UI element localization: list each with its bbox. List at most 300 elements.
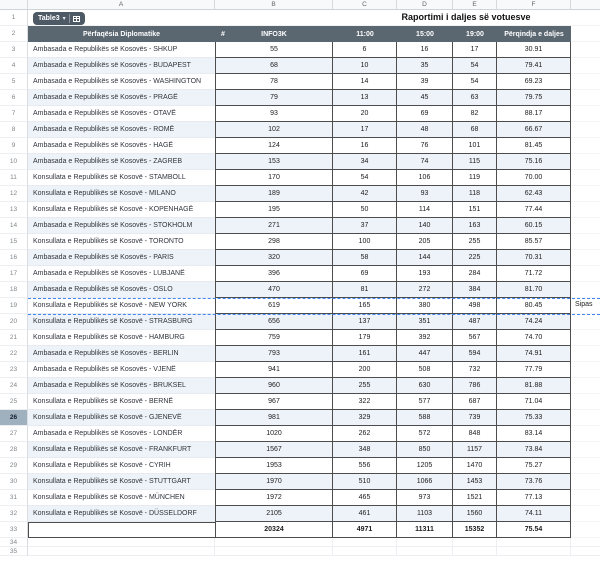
empty-cell[interactable] [571,538,600,547]
cell-pct[interactable]: 74.24 [497,314,571,330]
empty-cell[interactable] [397,538,453,547]
cell-station[interactable]: Ambasada e Republikës së Kosovës - PARIS [28,250,215,266]
row-filler [571,314,600,330]
cell-station[interactable]: Ambasada e Republikës së Kosovës - PRAGË [28,90,215,106]
row-header[interactable]: 22 [0,346,28,362]
row-header[interactable]: 8 [0,122,28,138]
row-header-33[interactable]: 33 [0,522,28,538]
cell-11-00[interactable]: 465 [333,490,397,506]
cell-11-00[interactable]: 461 [333,506,397,522]
cell-15-00[interactable]: 48 [397,122,453,138]
cell-11-00[interactable]: 69 [333,266,397,282]
cell-15-00[interactable]: 114 [397,202,453,218]
row-header[interactable]: 7 [0,106,28,122]
cell-19-00[interactable]: 17 [453,42,497,58]
cell-pct[interactable]: 74.11 [497,506,571,522]
cell-15-00[interactable]: 144 [397,250,453,266]
cell-15-00[interactable]: 351 [397,314,453,330]
row-filler [571,42,600,58]
cell-11-00[interactable]: 6 [333,42,397,58]
row-filler [571,378,600,394]
cell-station[interactable]: Konsullata e Republikës së Kosovë - BERNË [28,394,215,410]
cell-info3k[interactable]: 470 [215,282,333,298]
table-row [0,458,600,474]
cell-info3k[interactable]: 102 [215,122,333,138]
cell-11-00[interactable]: 165 [333,298,397,314]
cell-19-00[interactable]: 118 [453,186,497,202]
totals-info3k[interactable]: 20324 [215,522,333,538]
cell-info3k[interactable]: 124 [215,138,333,154]
cell-pct[interactable]: 71.04 [497,394,571,410]
table-header-row [0,26,600,42]
cell-pct[interactable]: 74.70 [497,330,571,346]
cell-19-00[interactable]: 255 [453,234,497,250]
table-row [0,138,600,154]
empty-row-34 [0,538,600,547]
cell-15-00[interactable]: 205 [397,234,453,250]
cell-info3k[interactable]: 396 [215,266,333,282]
row-header[interactable]: 16 [0,250,28,266]
cell-19-00[interactable]: 732 [453,362,497,378]
cell-station[interactable]: Ambasada e Republikës së Kosovës - LONDËR [28,426,215,442]
cell-15-00[interactable]: 16 [397,42,453,58]
cell-19-00[interactable]: 384 [453,282,497,298]
empty-cell[interactable] [28,547,215,556]
cell-pct[interactable]: 66.67 [497,122,571,138]
cell-11-00[interactable]: 17 [333,122,397,138]
totals-19-00[interactable]: 15352 [453,522,497,538]
row-filler [571,490,600,506]
cell-15-00[interactable]: 630 [397,378,453,394]
cell-11-00[interactable]: 100 [333,234,397,250]
cell-info3k[interactable]: 195 [215,202,333,218]
row-header[interactable]: 9 [0,138,28,154]
cell-station[interactable]: Konsullata e Republikës së Kosovë - MÜNCHEN [28,490,215,506]
cell-pct[interactable]: 74.91 [497,346,571,362]
row-filler [571,138,600,154]
cell-19-00[interactable]: 115 [453,154,497,170]
cell-info3k[interactable]: 79 [215,90,333,106]
table-row [0,90,600,106]
chip-divider [69,14,70,23]
cell-19-00[interactable]: 225 [453,250,497,266]
page-break-line-top [28,298,600,299]
cell-11-00[interactable]: 37 [333,218,397,234]
cell-info3k[interactable]: 793 [215,346,333,362]
row-header[interactable]: 10 [0,154,28,170]
cell-station[interactable]: Ambasada e Republikës së Kosovës - STOKHOLM [28,218,215,234]
cell-station[interactable]: Ambasada e Republikës së Kosovës - BUDAPEST [28,58,215,74]
cell-11-00[interactable]: 329 [333,410,397,426]
header-pct[interactable]: Përqindja e daljes [497,26,571,42]
cell-info3k[interactable]: 93 [215,106,333,122]
cell-info3k[interactable]: 759 [215,330,333,346]
row-header-35[interactable]: 35 [0,547,28,556]
cell-15-00[interactable]: 93 [397,186,453,202]
cell-pct[interactable]: 77.79 [497,362,571,378]
cell-19-00[interactable]: 163 [453,218,497,234]
cell-station[interactable]: Konsullata e Republikës së Kosovë - MILANO [28,186,215,202]
header-11-00[interactable]: 11:00 [333,26,397,42]
cell-15-00[interactable]: 39 [397,74,453,90]
cell-19-00[interactable]: 1453 [453,474,497,490]
cell-15-00[interactable]: 35 [397,58,453,74]
row-filler [571,506,600,522]
cell-info3k[interactable]: 960 [215,378,333,394]
row-filler [571,442,600,458]
table-row [0,74,600,90]
cell-pct[interactable]: 83.14 [497,426,571,442]
cell-station[interactable]: Ambasada e Republikës së Kosovës - HAGË [28,138,215,154]
row-header[interactable]: 14 [0,218,28,234]
row-header[interactable]: 27 [0,426,28,442]
cell-info3k[interactable]: 656 [215,314,333,330]
row-filler [571,330,600,346]
row-filler [571,234,600,250]
cell-info3k[interactable]: 1953 [215,458,333,474]
cell-pct[interactable]: 70.00 [497,170,571,186]
cell-pct[interactable]: 80.45 [497,298,571,314]
cell-19-00[interactable]: 101 [453,138,497,154]
cell-info3k[interactable]: 967 [215,394,333,410]
row-filler [571,74,600,90]
cell-11-00[interactable]: 255 [333,378,397,394]
cell-pct[interactable]: 73.76 [497,474,571,490]
row-filler [571,218,600,234]
cell-19-00[interactable]: 739 [453,410,497,426]
row-filler [571,458,600,474]
cell-pct[interactable]: 79.41 [497,58,571,74]
cell-info3k[interactable]: 1020 [215,426,333,442]
cell-pct[interactable]: 81.88 [497,378,571,394]
cell-15-00[interactable]: 76 [397,138,453,154]
empty-cell[interactable] [215,547,333,556]
empty-cell[interactable] [453,538,497,547]
cell-info3k[interactable]: 55 [215,42,333,58]
table-row [0,426,600,442]
row-header[interactable]: 31 [0,490,28,506]
cell-station[interactable]: Konsullata e Republikës së Kosovë - FRANKFURT [28,442,215,458]
row-filler [571,266,600,282]
cell-pct[interactable]: 62.43 [497,186,571,202]
row-header[interactable]: 12 [0,186,28,202]
cell-15-00[interactable]: 850 [397,442,453,458]
empty-cell[interactable] [28,538,215,547]
report-title: Raportimi i daljes së votuesve [401,12,531,22]
cell-info3k[interactable]: 189 [215,186,333,202]
cell-11-00[interactable]: 50 [333,202,397,218]
cell-station[interactable]: Konsullata e Republikës së Kosovë - NEW YORK [28,298,215,314]
empty-cell[interactable] [333,547,397,556]
cell-15-00[interactable]: 447 [397,346,453,362]
row-filler [571,410,600,426]
cell-19-00[interactable]: 82 [453,106,497,122]
row-header[interactable]: 15 [0,234,28,250]
row-filler [571,122,600,138]
cell-11-00[interactable]: 42 [333,186,397,202]
cell-station[interactable]: Konsullata e Republikës së Kosovë - TORONTO [28,234,215,250]
cell-15-00[interactable]: 392 [397,330,453,346]
cell-pct[interactable]: 73.84 [497,442,571,458]
cell-19-00[interactable]: 1560 [453,506,497,522]
row-header[interactable]: 30 [0,474,28,490]
cell-19-00[interactable]: 54 [453,74,497,90]
cell-info3k[interactable]: 941 [215,362,333,378]
row-header[interactable]: 20 [0,314,28,330]
cell-pct[interactable]: 75.27 [497,458,571,474]
row-header[interactable]: 26 [0,410,28,426]
cell-15-00[interactable]: 572 [397,426,453,442]
cell-11-00[interactable]: 161 [333,346,397,362]
cell-station[interactable]: Ambasada e Republikës së Kosovës - BERLIN [28,346,215,362]
cell-11-00[interactable]: 348 [333,442,397,458]
cell-19-00[interactable]: 119 [453,170,497,186]
cell-15-00[interactable]: 1103 [397,506,453,522]
header-station[interactable]: Përfaqësia Diplomatike [28,26,215,42]
row-header[interactable]: 4 [0,58,28,74]
header-15-00[interactable]: 15:00 [397,26,453,42]
header-filler [571,26,600,42]
table-row [0,346,600,362]
select-all-corner[interactable] [0,0,28,10]
cell-19-00[interactable]: 567 [453,330,497,346]
cell-info3k[interactable]: 981 [215,410,333,426]
table-row [0,218,600,234]
table-chip[interactable] [33,12,85,25]
empty-cell[interactable] [497,538,571,547]
column-header-f[interactable]: F [497,0,571,10]
row-header[interactable]: 21 [0,330,28,346]
cell-15-00[interactable]: 1205 [397,458,453,474]
cell-info3k[interactable]: 1970 [215,474,333,490]
cell-info3k[interactable]: 170 [215,170,333,186]
header-info3k[interactable] [215,26,333,42]
cell-15-00[interactable]: 577 [397,394,453,410]
cell-info3k[interactable]: 1972 [215,490,333,506]
table-row [0,234,600,250]
row-header[interactable]: 11 [0,170,28,186]
cell-11-00[interactable]: 13 [333,90,397,106]
cell-station[interactable]: Ambasada e Republikës së Kosovës - SHKUP [28,42,215,58]
empty-cell[interactable] [453,547,497,556]
chevron-down-icon[interactable]: ▾ [62,16,66,22]
row-header-1[interactable]: 1 [0,10,28,26]
row-filler [571,90,600,106]
cell-pct[interactable]: 85.57 [497,234,571,250]
cell-15-00[interactable]: 69 [397,106,453,122]
row-1-cells[interactable] [28,10,600,26]
cell-11-00[interactable]: 81 [333,282,397,298]
cell-15-00[interactable]: 45 [397,90,453,106]
cell-19-00[interactable]: 284 [453,266,497,282]
cell-11-00[interactable]: 510 [333,474,397,490]
cell-19-00[interactable]: 594 [453,346,497,362]
cell-station[interactable]: Konsullata e Republikës së Kosovë - KOPENHAGË [28,202,215,218]
cell-station[interactable]: Ambasada e Republikës së Kosovës - OSLO [28,282,215,298]
row-header-34[interactable]: 34 [0,538,28,547]
cell-11-00[interactable]: 14 [333,74,397,90]
row-header[interactable]: 13 [0,202,28,218]
totals-11-00[interactable]: 4971 [333,522,397,538]
row-header[interactable]: 18 [0,282,28,298]
overflow-note: Sipas [575,301,593,308]
cell-15-00[interactable]: 380 [397,298,453,314]
cell-19-00[interactable]: 68 [453,122,497,138]
row-header[interactable]: 24 [0,378,28,394]
cell-19-00[interactable]: 1470 [453,458,497,474]
row-header[interactable]: 3 [0,42,28,58]
cell-19-00[interactable]: 498 [453,298,497,314]
table-row [0,202,600,218]
row-header[interactable]: 19 [0,298,28,314]
table-row [0,442,600,458]
cell-station[interactable]: Ambasada e Republikës së Kosovës - VJENË [28,362,215,378]
cell-station[interactable]: Ambasada e Republikës së Kosovës - ZAGREB [28,154,215,170]
cell-15-00[interactable]: 106 [397,170,453,186]
row-header[interactable]: 5 [0,74,28,90]
cell-station[interactable]: Konsullata e Republikës së Kosovë - STRASBURG [28,314,215,330]
cell-19-00[interactable]: 151 [453,202,497,218]
column-header-d[interactable]: D [397,0,453,10]
cell-station[interactable]: Ambasada e Republikës së Kosovës - BRUKSEL [28,378,215,394]
cell-pct[interactable]: 81.70 [497,282,571,298]
cell-19-00[interactable]: 54 [453,58,497,74]
cell-station[interactable]: Ambasada e Republikës së Kosovës - ROMË [28,122,215,138]
cell-station[interactable]: Konsullata e Republikës së Kosovë - GJENEVË [28,410,215,426]
cell-pct[interactable]: 79.75 [497,90,571,106]
cell-info3k[interactable]: 2105 [215,506,333,522]
row-filler [571,426,600,442]
cell-15-00[interactable]: 74 [397,154,453,170]
cell-station[interactable]: Ambasada e Republikës së Kosovës - LUBJANË [28,266,215,282]
cell-info3k[interactable]: 153 [215,154,333,170]
sheet-row-1 [0,10,600,26]
column-header-g[interactable] [571,0,600,10]
table-row [0,474,600,490]
cell-11-00[interactable]: 34 [333,154,397,170]
cell-pct[interactable]: 75.16 [497,154,571,170]
cell-11-00[interactable]: 262 [333,426,397,442]
row-filler [571,154,600,170]
cell-15-00[interactable]: 973 [397,490,453,506]
table-row [0,362,600,378]
cell-info3k[interactable]: 1567 [215,442,333,458]
empty-cell[interactable] [333,538,397,547]
cell-15-00[interactable]: 508 [397,362,453,378]
row-header[interactable]: 28 [0,442,28,458]
table-row [0,378,600,394]
empty-cell[interactable] [397,547,453,556]
empty-cell[interactable] [497,547,571,556]
cell-11-00[interactable]: 54 [333,170,397,186]
cell-pct[interactable]: 30.91 [497,42,571,58]
column-header-e[interactable]: E [453,0,497,10]
totals-15-00[interactable]: 11311 [397,522,453,538]
table-row [0,42,600,58]
cell-info3k[interactable]: 68 [215,58,333,74]
cell-station[interactable]: Konsullata e Republikës së Kosovë - HAMBURG [28,330,215,346]
cell-station[interactable]: Konsullata e Republikës së Kosovë - CYRIH [28,458,215,474]
cell-19-00[interactable]: 63 [453,90,497,106]
cell-11-00[interactable]: 10 [333,58,397,74]
cell-11-00[interactable]: 200 [333,362,397,378]
cell-pct[interactable]: 81.45 [497,138,571,154]
cell-11-00[interactable]: 179 [333,330,397,346]
cell-info3k[interactable]: 320 [215,250,333,266]
row-filler [571,202,600,218]
row-header[interactable]: 23 [0,362,28,378]
row-header[interactable]: 6 [0,90,28,106]
cell-15-00[interactable]: 588 [397,410,453,426]
table-row [0,154,600,170]
cell-pct[interactable]: 69.23 [497,74,571,90]
row-filler [571,282,600,298]
column-header-b[interactable]: B [215,0,333,10]
cell-19-00[interactable]: 1157 [453,442,497,458]
cell-19-00[interactable]: 848 [453,426,497,442]
totals-pct[interactable]: 75.54 [497,522,571,538]
empty-cell[interactable] [571,547,600,556]
empty-row-35 [0,547,600,556]
cell-11-00[interactable]: 137 [333,314,397,330]
table-grid-icon[interactable] [73,16,80,22]
cell-19-00[interactable]: 487 [453,314,497,330]
cell-station[interactable]: Ambasada e Republikës së Kosovës - OTAVË [28,106,215,122]
cell-station[interactable]: Ambasada e Republikës së Kosovës - WASHINGTON [28,74,215,90]
cell-15-00[interactable]: 1066 [397,474,453,490]
cell-11-00[interactable]: 20 [333,106,397,122]
row-header[interactable]: 17 [0,266,28,282]
cell-15-00[interactable]: 140 [397,218,453,234]
header-19-00[interactable]: 19:00 [453,26,497,42]
totals-empty-station[interactable] [28,522,215,538]
row-header-2[interactable]: 2 [0,26,28,42]
cell-11-00[interactable]: 556 [333,458,397,474]
cell-19-00[interactable]: 1521 [453,490,497,506]
cell-19-00[interactable]: 786 [453,378,497,394]
cell-pct[interactable]: 70.31 [497,250,571,266]
cell-pct[interactable]: 77.13 [497,490,571,506]
cell-station[interactable]: Konsullata e Republikës së Kosovë - STUTTGART [28,474,215,490]
row-header[interactable]: 25 [0,394,28,410]
cell-station[interactable]: Konsullata e Republikës së Kosovë - STAMBOLL [28,170,215,186]
cell-15-00[interactable]: 272 [397,282,453,298]
cell-11-00[interactable]: 16 [333,138,397,154]
empty-cell[interactable] [215,538,333,547]
column-header-a[interactable]: A [28,0,215,10]
cell-info3k[interactable]: 619 [215,298,333,314]
cell-pct[interactable]: 71.72 [497,266,571,282]
cell-info3k[interactable]: 78 [215,74,333,90]
row-header[interactable]: 29 [0,458,28,474]
cell-pct[interactable]: 88.17 [497,106,571,122]
table-row [0,314,600,330]
column-header-c[interactable]: C [333,0,397,10]
row-header[interactable]: 32 [0,506,28,522]
cell-11-00[interactable]: 58 [333,250,397,266]
cell-station[interactable]: Konsullata e Republikës së Kosovë - DÜSSELDORF [28,506,215,522]
cell-info3k[interactable]: 271 [215,218,333,234]
cell-11-00[interactable]: 322 [333,394,397,410]
cell-15-00[interactable]: 193 [397,266,453,282]
cell-pct[interactable]: 75.33 [497,410,571,426]
cell-pct[interactable]: 77.44 [497,202,571,218]
cell-19-00[interactable]: 687 [453,394,497,410]
cell-pct[interactable]: 60.15 [497,218,571,234]
table-row [0,266,600,282]
table-row [0,106,600,122]
cell-info3k[interactable]: 298 [215,234,333,250]
